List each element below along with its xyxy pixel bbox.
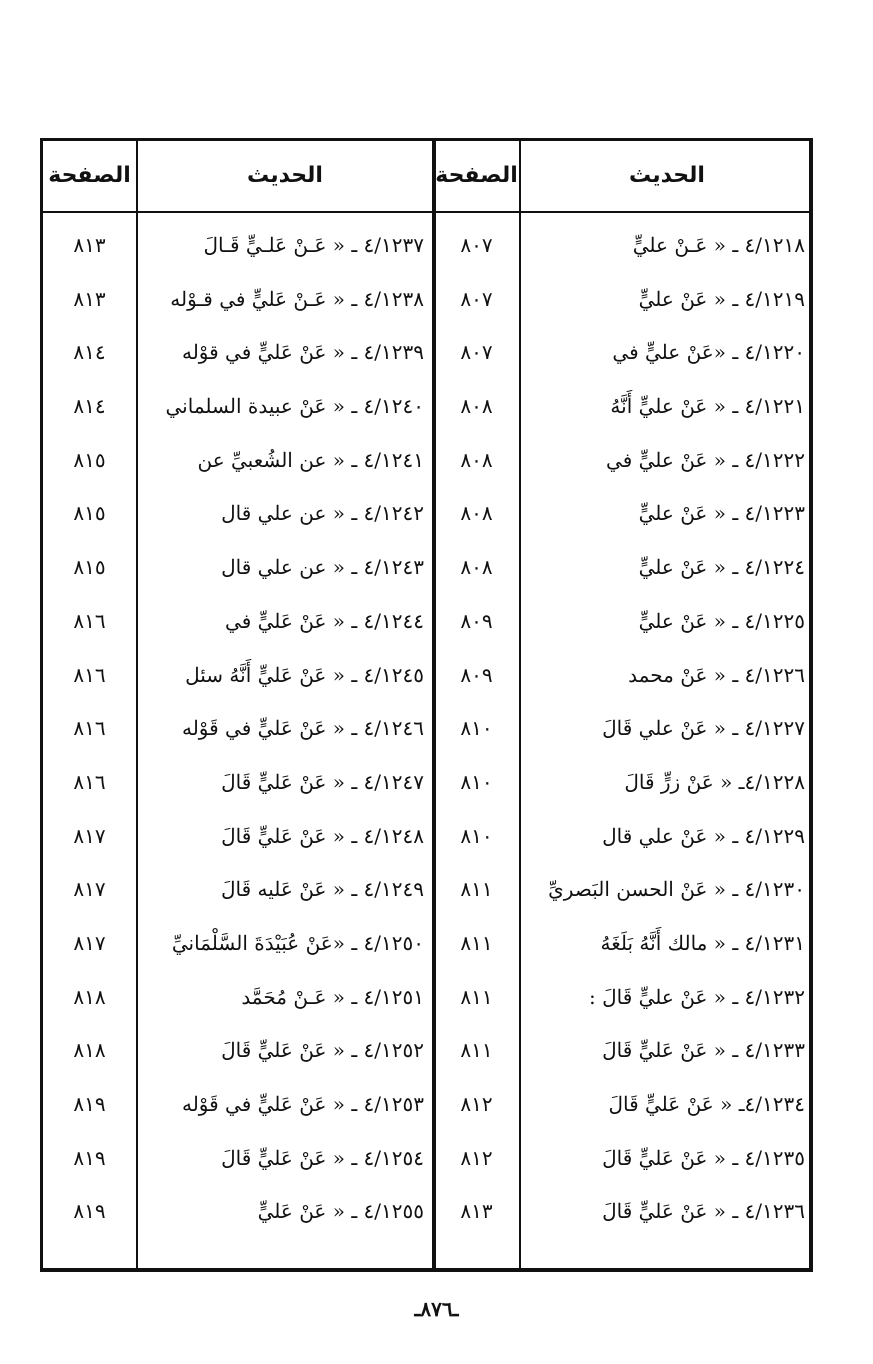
header-page-left: الصفحة: [48, 163, 131, 188]
page-ref: ٨١٢: [460, 1092, 493, 1116]
page-ref: ٨١٦: [73, 608, 106, 633]
page-ref: ٨١٧: [73, 877, 106, 902]
hadith-entry: ٤/١٢٢٩ ـ « عَنْ علي قال: [602, 823, 805, 848]
left-hadith-column: [138, 219, 432, 1239]
page-ref: ٨٠٨: [460, 394, 493, 419]
hadith-entry: ٤/١٢٢٥ ـ « عَنْ عليٍّ: [638, 608, 805, 633]
page-ref: ٨٠٩: [460, 662, 493, 687]
page-ref: ٨٠٩: [460, 608, 493, 633]
hadith-entry: ٤/١٢٤٤ ـ « عَنْ عَليٍّ في: [225, 608, 424, 633]
header-page-right: الصفحة: [435, 163, 518, 188]
page-ref: ٨١٧: [73, 823, 106, 848]
header-hadith-left: الحديث: [247, 163, 323, 188]
hadith-entry: ٤/١٢٥٤ ـ « عَنْ عَليٍّ قَالَ: [221, 1145, 424, 1170]
hadith-index-table: [40, 138, 813, 1272]
hadith-entry: ٤/١٢٣٨ ـ « عَـنْ عَليٍّ في قـوْله: [170, 286, 424, 311]
page-ref: ٨٠٧: [460, 340, 493, 365]
page-ref: ٨١٥: [73, 501, 106, 526]
hadith-entry: ٤/١٢٤٨ ـ « عَنْ عَليٍّ قَالَ: [221, 823, 424, 848]
page-ref: ٨١٤: [73, 340, 106, 365]
hadith-entry: ٤/١٢١٩ ـ « عَنْ عليٍّ: [638, 286, 805, 311]
page-ref: ٨١٤: [73, 394, 106, 419]
hadith-entry: ٤/١٢٥٣ ـ « عَنْ عَليٍّ في قَوْله: [181, 1092, 424, 1116]
hadith-entry: ٤/١٢٤٧ ـ « عَنْ عَليٍّ قَالَ: [221, 769, 424, 794]
hadith-entry: ٤/١٢٢٣ ـ « عَنْ عليٍّ: [638, 501, 805, 526]
page-ref: ٨١٣: [73, 286, 106, 311]
page-ref: ٨٠٨: [460, 447, 493, 472]
page-ref: ٨٠٧: [460, 286, 493, 311]
page-ref: ٨١٦: [73, 716, 106, 741]
hadith-entry: ٤/١٢٣٣ ـ « عَنْ عَليٍّ قَالَ: [602, 1038, 805, 1063]
page-ref: ٨٠٨: [460, 501, 493, 526]
page-ref: ٨١٠: [460, 716, 493, 741]
header-hadith-right: الحديث: [629, 163, 705, 188]
page-ref: ٨١٨: [73, 1038, 106, 1063]
hadith-entry: ٤/١٢١٨ ـ « عَـنْ عليٍّ: [632, 233, 805, 257]
hadith-entry: ٤/١٢٣٦ ـ « عَنْ عَليٍّ قَالَ: [602, 1199, 805, 1224]
left-page-column: [43, 219, 136, 1239]
page-ref: ٨١٩: [73, 1145, 106, 1170]
page-ref: ٨١١: [460, 930, 493, 955]
page-ref: ٨١١: [460, 984, 493, 1009]
page-ref: ٨١١: [460, 1038, 493, 1063]
page-ref: ٨١٦: [73, 662, 106, 687]
hadith-entry: ٤/١٢٥١ ـ « عَـنْ مُحَمَّد: [241, 984, 424, 1009]
hadith-entry: ٤/١٢٢١ ـ « عَنْ عليٍّ أَنَّهُ: [610, 394, 805, 419]
page-ref: ٨١٨: [73, 984, 106, 1009]
header-divider: [43, 211, 809, 213]
page-ref: ٨١٧: [73, 930, 106, 955]
hadith-entry: ٤/١٢٣٩ ـ « عَنْ عَليٍّ في قوْله: [181, 340, 424, 365]
page-ref: ٨١٦: [73, 769, 106, 794]
page-ref: ٨١٥: [73, 447, 106, 472]
hadith-entry: ٤/١٢٤٢ ـ « عن علي قال: [221, 501, 424, 526]
hadith-entry: ٤/١٢٣٧ ـ « عَـنْ عَلـيٍّ قَـالَ: [203, 233, 424, 257]
right-hadith-column: [521, 219, 813, 1239]
page-ref: ٨١٢: [460, 1145, 493, 1170]
hadith-entry: ٤/١٢٤٠ ـ « عَنْ عبيدة السلماني: [165, 394, 424, 419]
page-ref: ٨٠٧: [460, 233, 493, 257]
hadith-entry: ٤/١٢٣٠ ـ « عَنْ الحسن البَصريِّ: [548, 877, 805, 902]
hadith-entry: ٤/١٢٣٥ ـ « عَنْ عَليٍّ قَالَ: [602, 1145, 805, 1170]
page-ref: ٨١٥: [73, 555, 106, 580]
page-ref: ٨١١: [460, 877, 493, 902]
hadith-entry: ٤/١٢٣٢ ـ « عَنْ عليٍّ قَالَ :: [589, 984, 805, 1009]
page-number: ـ٨٧٦ـ: [414, 1297, 459, 1321]
page-ref: ٨١٩: [73, 1092, 106, 1116]
hadith-entry: ٤/١٢٤١ ـ « عن الشُعبيِّ عن: [197, 447, 424, 472]
page-ref: ٨١٠: [460, 769, 493, 794]
hadith-entry: ٤/١٢٣١ ـ « مالك أَنَّهُ بَلَغَهُ: [600, 930, 805, 955]
hadith-entry: ٤/١٢٢٤ ـ « عَنْ عليٍّ: [638, 555, 805, 580]
hadith-entry: ٤/١٢٤٩ ـ « عَنْ عَليه قَالَ: [221, 877, 424, 902]
hadith-entry: ٤/١٢٤٥ ـ « عَنْ عَليٍّ أَنَّهُ سئل: [185, 662, 424, 687]
hadith-entry: ٤/١٢٢٠ ـ «عَنْ عليٍّ في: [612, 340, 805, 365]
hadith-entry: ٤/١٢٥٠ ـ «عَنْ عُبَيْدَةَ السَّلْمَانيِّ: [171, 930, 424, 955]
page-ref: ٨١٣: [73, 233, 106, 257]
hadith-entry: ٤/١٢٤٦ ـ « عَنْ عَليٍّ في قَوْله: [181, 716, 424, 741]
hadith-entry: ٤/١٢٢٨ـ « عَنْ زرٍّ قَالَ: [624, 769, 805, 794]
hadith-entry: ٤/١٢٢٦ ـ « عَنْ محمد: [628, 662, 805, 687]
hadith-entry: ٤/١٢٥٢ ـ « عَنْ عَليٍّ قَالَ: [221, 1038, 424, 1063]
page-ref: ٨١٠: [460, 823, 493, 848]
page-ref: ٨١٩: [73, 1199, 106, 1224]
hadith-entry: ٤/١٢٣٤ـ « عَنْ عَليٍّ قَالَ: [608, 1092, 805, 1116]
right-page-column: [434, 219, 519, 1239]
hadith-entry: ٤/١٢٤٣ ـ « عن علي قال: [221, 555, 424, 580]
page-ref: ٨٠٨: [460, 555, 493, 580]
hadith-entry: ٤/١٢٢٢ ـ « عَنْ عليٍّ في: [606, 447, 805, 472]
hadith-entry: ٤/١٢٢٧ ـ « عَنْ علي قَالَ: [602, 716, 805, 741]
hadith-entry: ٤/١٢٥٥ ـ « عَنْ عَليٍّ: [257, 1199, 424, 1224]
page-ref: ٨١٣: [460, 1199, 493, 1224]
